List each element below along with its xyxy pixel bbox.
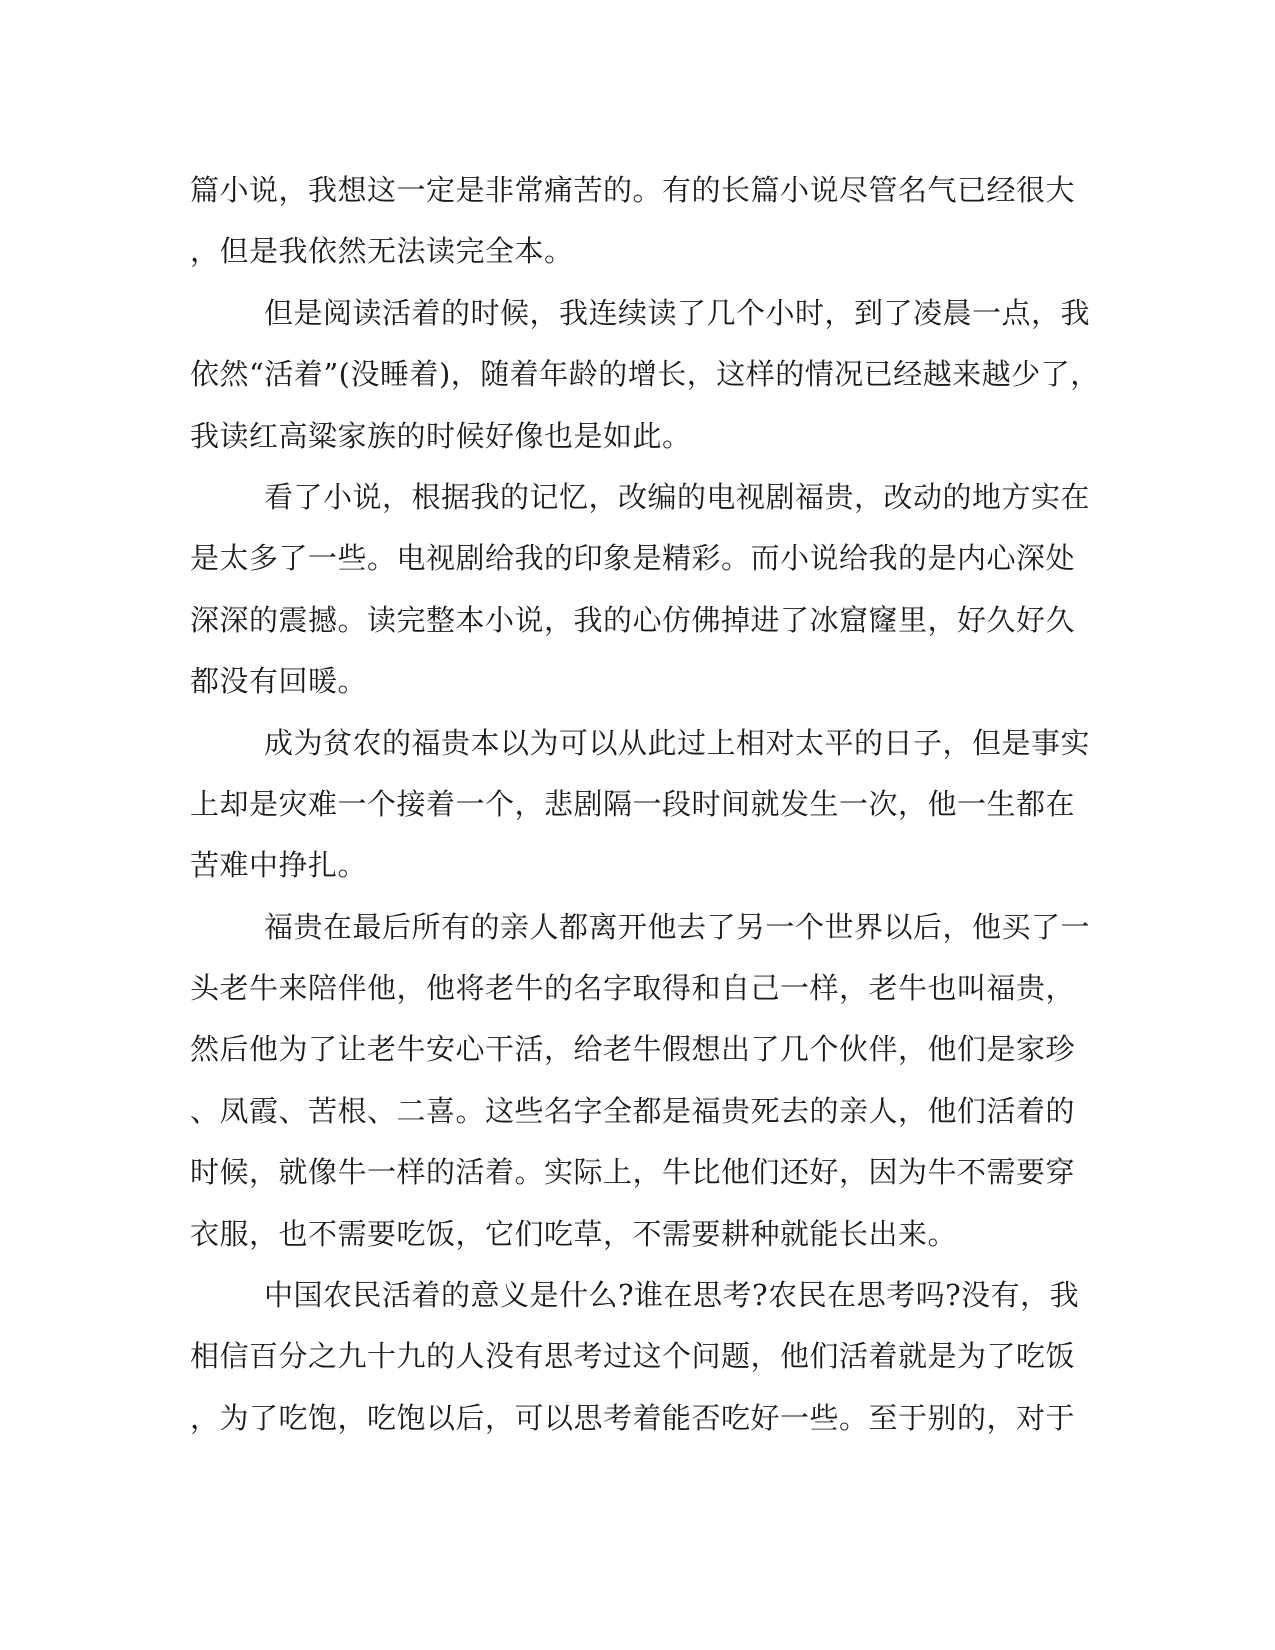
body-text bbox=[190, 160, 1100, 1449]
text-line: 苦难中挣扎。 bbox=[190, 848, 368, 883]
paragraph-start-line: 成为贫农的福贵本以为可以从此过上相对太平的日子，但是事实 bbox=[264, 725, 1091, 760]
text-line: ，但是我依然无法读完全本。 bbox=[190, 234, 574, 269]
text-line: 头老牛来陪伴他，他将老牛的名字取得和自己一样，老牛也叫福贵， bbox=[190, 971, 1076, 1006]
text-line: 然后他为了让老牛安心干活，给老牛假想出了几个伙伴，他们是家珍 bbox=[190, 1032, 1076, 1067]
text-line: 深深的震撼。读完整本小说，我的心仿佛掉进了冰窟窿里，好久好久 bbox=[190, 602, 1076, 637]
paragraph-start-line: 但是阅读活着的时候，我连续读了几个小时，到了凌晨一点，我 bbox=[264, 295, 1091, 330]
text-line: 时候，就像牛一样的活着。实际上，牛比他们还好，因为牛不需要穿 bbox=[190, 1155, 1076, 1190]
text-line: 我读红高粱家族的时候好像也是如此。 bbox=[190, 418, 692, 453]
text-line: ，为了吃饱，吃饱以后，可以思考着能否吃好一些。至于别的，对于 bbox=[190, 1400, 1076, 1435]
text-line: 都没有回暖。 bbox=[190, 664, 368, 699]
paragraph-start-line: 中国农民活着的意义是什么?谁在思考?农民在思考吗?没有，我 bbox=[264, 1278, 1080, 1313]
text-line: 上却是灾难一个接着一个，悲剧隔一段时间就发生一次，他一生都在 bbox=[190, 786, 1076, 821]
text-line: 篇小说，我想这一定是非常痛苦的。有的长篇小说尽管名气已经很大 bbox=[190, 173, 1076, 207]
text-line: 衣服，也不需要吃饭，它们吃草，不需要耕种就能长出来。 bbox=[190, 1216, 958, 1251]
paragraph-start-line: 福贵在最后所有的亲人都离开他去了另一个世界以后，他买了一 bbox=[264, 909, 1091, 944]
text-line: 依然“活着”(没睡着)，随着年龄的增长，这样的情况已经越来越少了， bbox=[190, 357, 1100, 392]
paragraph-start-line: 看了小说，根据我的记忆，改编的电视剧福贵，改动的地方实在 bbox=[264, 479, 1091, 514]
text-line: 是太多了一些。电视剧给我的印象是精彩。而小说给我的是内心深处 bbox=[190, 541, 1076, 576]
text-line: 相信百分之九十九的人没有思考过这个问题，他们活着就是为了吃饭 bbox=[190, 1339, 1076, 1374]
text-line: 、凤霞、苦根、二喜。这些名字全都是福贵死去的亲人，他们活着的 bbox=[190, 1093, 1076, 1128]
